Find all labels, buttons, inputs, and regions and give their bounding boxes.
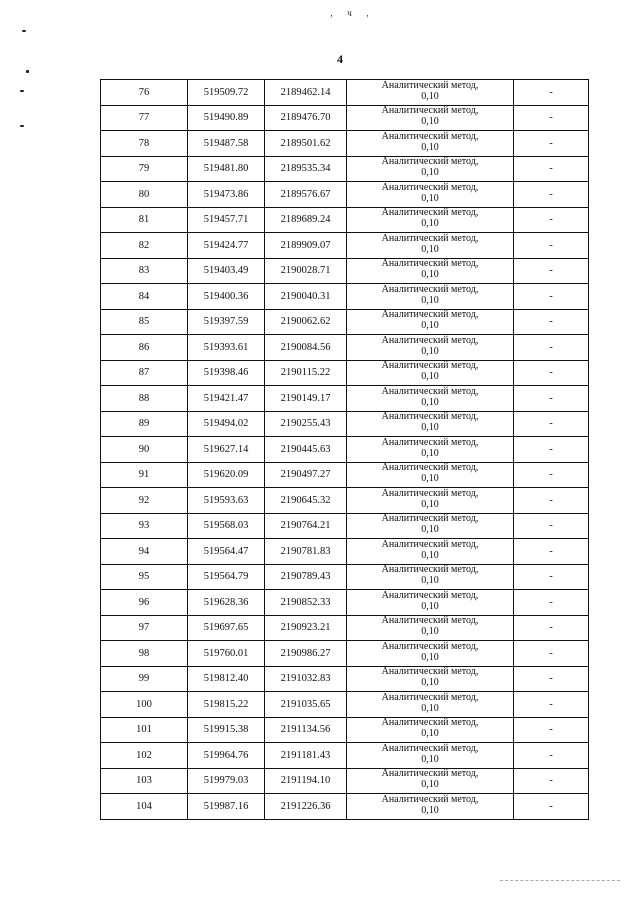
- method-cell: [347, 692, 514, 718]
- note-cell: -: [514, 437, 589, 463]
- point-number: 82: [101, 233, 188, 259]
- note-cell: -: [514, 105, 589, 131]
- x-coordinate: 519987.16: [188, 794, 265, 820]
- point-number: 87: [101, 360, 188, 386]
- y-coordinate: 2189501.62: [265, 131, 347, 157]
- note-cell: -: [514, 360, 589, 386]
- table-row: [101, 105, 589, 131]
- point-number: 86: [101, 335, 188, 361]
- x-coordinate: 519564.79: [188, 564, 265, 590]
- table-row: [101, 794, 589, 820]
- table-row: [101, 666, 589, 692]
- y-coordinate: 2189576.67: [265, 182, 347, 208]
- method-cell: [347, 590, 514, 616]
- method-cell: [347, 641, 514, 667]
- y-coordinate: 2191181.43: [265, 743, 347, 769]
- method-cell: [347, 233, 514, 259]
- note-cell: -: [514, 335, 589, 361]
- method-label: Аналитический метод,: [381, 258, 479, 270]
- y-coordinate: 2190645.32: [265, 488, 347, 514]
- x-coordinate: 519490.89: [188, 105, 265, 131]
- accuracy-value: 0,10: [421, 345, 439, 357]
- point-number: 96: [101, 590, 188, 616]
- point-number: 101: [101, 717, 188, 743]
- note-cell: -: [514, 743, 589, 769]
- method-label: Аналитический метод,: [381, 742, 479, 754]
- accuracy-value: 0,10: [421, 473, 439, 485]
- x-coordinate: 519979.03: [188, 768, 265, 794]
- table-row: [101, 80, 589, 106]
- point-number: 91: [101, 462, 188, 488]
- x-coordinate: 519593.63: [188, 488, 265, 514]
- page-number: 4: [337, 52, 343, 66]
- method-cell: [347, 666, 514, 692]
- accuracy-value: 0,10: [421, 549, 439, 561]
- table-row: [101, 692, 589, 718]
- x-coordinate: 519421.47: [188, 386, 265, 412]
- y-coordinate: 2190040.31: [265, 284, 347, 310]
- scan-edge-line: [500, 880, 620, 882]
- x-coordinate: 519964.76: [188, 743, 265, 769]
- accuracy-value: 0,10: [421, 218, 439, 230]
- note-cell: -: [514, 768, 589, 794]
- note-cell: -: [514, 233, 589, 259]
- accuracy-value: 0,10: [421, 294, 439, 306]
- note-cell: -: [514, 794, 589, 820]
- x-coordinate: 519397.59: [188, 309, 265, 335]
- point-number: 77: [101, 105, 188, 131]
- point-number: 78: [101, 131, 188, 157]
- table-row: [101, 539, 589, 565]
- method-cell: [347, 207, 514, 233]
- method-cell: [347, 360, 514, 386]
- method-label: Аналитический метод,: [381, 513, 479, 525]
- method-label: Аналитический метод,: [381, 232, 479, 244]
- note-cell: -: [514, 258, 589, 284]
- note-cell: -: [514, 564, 589, 590]
- note-cell: -: [514, 666, 589, 692]
- method-cell: [347, 488, 514, 514]
- method-cell: [347, 615, 514, 641]
- point-number: 81: [101, 207, 188, 233]
- coordinates-table: [100, 79, 589, 820]
- method-label: Аналитический метод,: [381, 538, 479, 550]
- point-number: 84: [101, 284, 188, 310]
- method-label: Аналитический метод,: [381, 717, 479, 729]
- method-label: Аналитический метод,: [381, 283, 479, 295]
- method-cell: [347, 743, 514, 769]
- scan-speck: [20, 125, 24, 127]
- accuracy-value: 0,10: [421, 779, 439, 791]
- point-number: 102: [101, 743, 188, 769]
- method-label: Аналитический метод,: [381, 640, 479, 652]
- method-cell: [347, 539, 514, 565]
- note-cell: -: [514, 488, 589, 514]
- accuracy-value: 0,10: [421, 753, 439, 765]
- note-cell: -: [514, 156, 589, 182]
- point-number: 76: [101, 80, 188, 106]
- table-row: [101, 411, 589, 437]
- method-cell: [347, 131, 514, 157]
- accuracy-value: 0,10: [421, 702, 439, 714]
- method-cell: [347, 105, 514, 131]
- x-coordinate: 519915.38: [188, 717, 265, 743]
- table-row: [101, 462, 589, 488]
- table-row: [101, 360, 589, 386]
- note-cell: -: [514, 207, 589, 233]
- point-number: 100: [101, 692, 188, 718]
- method-cell: [347, 768, 514, 794]
- method-label: Аналитический метод,: [381, 309, 479, 321]
- x-coordinate: 519628.36: [188, 590, 265, 616]
- y-coordinate: 2191134.56: [265, 717, 347, 743]
- method-label: Аналитический метод,: [381, 385, 479, 397]
- point-number: 99: [101, 666, 188, 692]
- note-cell: -: [514, 513, 589, 539]
- table-row: [101, 615, 589, 641]
- note-cell: -: [514, 615, 589, 641]
- point-number: 92: [101, 488, 188, 514]
- y-coordinate: 2190062.62: [265, 309, 347, 335]
- table-row: [101, 207, 589, 233]
- table-row: [101, 182, 589, 208]
- method-cell: [347, 182, 514, 208]
- accuracy-value: 0,10: [421, 396, 439, 408]
- note-cell: -: [514, 131, 589, 157]
- method-label: Аналитический метод,: [381, 156, 479, 168]
- method-cell: [347, 411, 514, 437]
- note-cell: -: [514, 717, 589, 743]
- method-label: Аналитический метод,: [381, 181, 479, 193]
- table-row: [101, 386, 589, 412]
- y-coordinate: 2190764.21: [265, 513, 347, 539]
- table-row: [101, 258, 589, 284]
- point-number: 98: [101, 641, 188, 667]
- table-row: [101, 564, 589, 590]
- note-cell: -: [514, 386, 589, 412]
- method-label: Аналитический метод,: [381, 360, 479, 372]
- x-coordinate: 519457.71: [188, 207, 265, 233]
- x-coordinate: 519620.09: [188, 462, 265, 488]
- scan-speck: [26, 70, 29, 73]
- point-number: 90: [101, 437, 188, 463]
- y-coordinate: 2191035.65: [265, 692, 347, 718]
- method-cell: [347, 309, 514, 335]
- method-label: Аналитический метод,: [381, 130, 479, 142]
- x-coordinate: 519400.36: [188, 284, 265, 310]
- y-coordinate: 2190852.33: [265, 590, 347, 616]
- note-cell: -: [514, 692, 589, 718]
- archive-stamp-marks: ‚ ч ‚: [330, 8, 376, 18]
- accuracy-value: 0,10: [421, 116, 439, 128]
- method-cell: [347, 156, 514, 182]
- point-number: 94: [101, 539, 188, 565]
- point-number: 83: [101, 258, 188, 284]
- coordinates-table-body: [101, 80, 589, 820]
- table-row: [101, 309, 589, 335]
- table-row: [101, 156, 589, 182]
- accuracy-value: 0,10: [421, 320, 439, 332]
- y-coordinate: 2191194.10: [265, 768, 347, 794]
- accuracy-value: 0,10: [421, 90, 439, 102]
- x-coordinate: 519812.40: [188, 666, 265, 692]
- x-coordinate: 519481.80: [188, 156, 265, 182]
- accuracy-value: 0,10: [421, 447, 439, 459]
- accuracy-value: 0,10: [421, 243, 439, 255]
- method-cell: [347, 462, 514, 488]
- x-coordinate: 519564.47: [188, 539, 265, 565]
- table-row: [101, 641, 589, 667]
- accuracy-value: 0,10: [421, 167, 439, 179]
- accuracy-value: 0,10: [421, 626, 439, 638]
- accuracy-value: 0,10: [421, 728, 439, 740]
- table-row: [101, 768, 589, 794]
- x-coordinate: 519494.02: [188, 411, 265, 437]
- y-coordinate: 2189462.14: [265, 80, 347, 106]
- y-coordinate: 2190923.21: [265, 615, 347, 641]
- x-coordinate: 519697.65: [188, 615, 265, 641]
- accuracy-value: 0,10: [421, 804, 439, 816]
- y-coordinate: 2190255.43: [265, 411, 347, 437]
- method-cell: [347, 794, 514, 820]
- y-coordinate: 2190497.27: [265, 462, 347, 488]
- y-coordinate: 2190115.22: [265, 360, 347, 386]
- accuracy-value: 0,10: [421, 498, 439, 510]
- method-label: Аналитический метод,: [381, 666, 479, 678]
- accuracy-value: 0,10: [421, 269, 439, 281]
- table-row: [101, 717, 589, 743]
- method-label: Аналитический метод,: [381, 793, 479, 805]
- y-coordinate: 2189476.70: [265, 105, 347, 131]
- y-coordinate: 2191226.36: [265, 794, 347, 820]
- note-cell: -: [514, 641, 589, 667]
- y-coordinate: 2190445.63: [265, 437, 347, 463]
- table-row: [101, 437, 589, 463]
- method-label: Аналитический метод,: [381, 411, 479, 423]
- method-label: Аналитический метод,: [381, 589, 479, 601]
- x-coordinate: 519760.01: [188, 641, 265, 667]
- method-label: Аналитический метод,: [381, 691, 479, 703]
- method-cell: [347, 258, 514, 284]
- method-label: Аналитический метод,: [381, 564, 479, 576]
- table-row: [101, 233, 589, 259]
- method-label: Аналитический метод,: [381, 105, 479, 117]
- method-cell: [347, 513, 514, 539]
- table-row: [101, 743, 589, 769]
- note-cell: -: [514, 182, 589, 208]
- method-cell: [347, 717, 514, 743]
- method-cell: [347, 437, 514, 463]
- note-cell: -: [514, 411, 589, 437]
- x-coordinate: 519509.72: [188, 80, 265, 106]
- x-coordinate: 519627.14: [188, 437, 265, 463]
- x-coordinate: 519393.61: [188, 335, 265, 361]
- y-coordinate: 2190028.71: [265, 258, 347, 284]
- note-cell: -: [514, 590, 589, 616]
- accuracy-value: 0,10: [421, 141, 439, 153]
- method-cell: [347, 335, 514, 361]
- y-coordinate: 2189689.24: [265, 207, 347, 233]
- y-coordinate: 2190789.43: [265, 564, 347, 590]
- method-label: Аналитический метод,: [381, 487, 479, 499]
- method-label: Аналитический метод,: [381, 79, 479, 91]
- accuracy-value: 0,10: [421, 422, 439, 434]
- note-cell: -: [514, 284, 589, 310]
- point-number: 95: [101, 564, 188, 590]
- method-cell: [347, 564, 514, 590]
- method-label: Аналитический метод,: [381, 768, 479, 780]
- method-label: Аналитический метод,: [381, 462, 479, 474]
- point-number: 88: [101, 386, 188, 412]
- y-coordinate: 2190084.56: [265, 335, 347, 361]
- x-coordinate: 519473.86: [188, 182, 265, 208]
- x-coordinate: 519815.22: [188, 692, 265, 718]
- table-row: [101, 335, 589, 361]
- accuracy-value: 0,10: [421, 524, 439, 536]
- x-coordinate: 519424.77: [188, 233, 265, 259]
- point-number: 85: [101, 309, 188, 335]
- table-row: [101, 590, 589, 616]
- point-number: 93: [101, 513, 188, 539]
- point-number: 97: [101, 615, 188, 641]
- method-cell: [347, 386, 514, 412]
- y-coordinate: 2191032.83: [265, 666, 347, 692]
- y-coordinate: 2190149.17: [265, 386, 347, 412]
- x-coordinate: 519568.03: [188, 513, 265, 539]
- note-cell: -: [514, 309, 589, 335]
- point-number: 89: [101, 411, 188, 437]
- y-coordinate: 2190986.27: [265, 641, 347, 667]
- accuracy-value: 0,10: [421, 677, 439, 689]
- note-cell: -: [514, 539, 589, 565]
- note-cell: -: [514, 80, 589, 106]
- x-coordinate: 519403.49: [188, 258, 265, 284]
- table-row: [101, 513, 589, 539]
- table-row: [101, 131, 589, 157]
- y-coordinate: 2189535.34: [265, 156, 347, 182]
- accuracy-value: 0,10: [421, 575, 439, 587]
- method-label: Аналитический метод,: [381, 334, 479, 346]
- table-row: [101, 284, 589, 310]
- x-coordinate: 519487.58: [188, 131, 265, 157]
- accuracy-value: 0,10: [421, 371, 439, 383]
- point-number: 80: [101, 182, 188, 208]
- x-coordinate: 519398.46: [188, 360, 265, 386]
- accuracy-value: 0,10: [421, 600, 439, 612]
- point-number: 79: [101, 156, 188, 182]
- point-number: 104: [101, 794, 188, 820]
- accuracy-value: 0,10: [421, 192, 439, 204]
- point-number: 103: [101, 768, 188, 794]
- method-label: Аналитический метод,: [381, 615, 479, 627]
- method-label: Аналитический метод,: [381, 436, 479, 448]
- y-coordinate: 2189909.07: [265, 233, 347, 259]
- note-cell: -: [514, 462, 589, 488]
- method-cell: [347, 284, 514, 310]
- accuracy-value: 0,10: [421, 651, 439, 663]
- y-coordinate: 2190781.83: [265, 539, 347, 565]
- scan-speck: [22, 30, 26, 32]
- method-cell: [347, 80, 514, 106]
- scan-speck: [20, 90, 24, 92]
- table-row: [101, 488, 589, 514]
- method-label: Аналитический метод,: [381, 207, 479, 219]
